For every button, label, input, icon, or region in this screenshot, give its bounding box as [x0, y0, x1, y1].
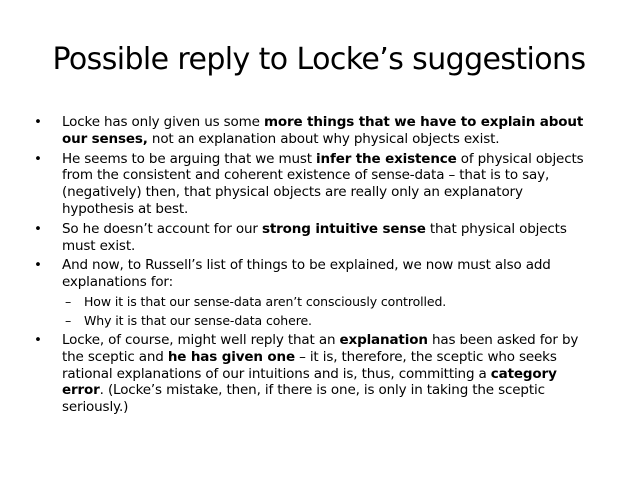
- sub-bullet-item-2: [65, 312, 584, 329]
- bullet-marker: •: [34, 150, 42, 167]
- bullet-bold-text: category error: [62, 365, 557, 399]
- bullet-item-5: [34, 331, 592, 416]
- bullet-marker: •: [34, 114, 42, 130]
- bullet-text: – it is, therefore, the sceptic who seeks rational explanations of our intuitions and is, thus, committing a: [62, 348, 557, 382]
- bullet-bold-text: he has given one: [167, 348, 295, 365]
- bullet-text: He seems to be arguing that we must: [62, 150, 317, 167]
- bullet-item-3: [34, 220, 592, 255]
- bullet-text: Locke has only given us some: [62, 114, 264, 130]
- bullet-marker: •: [34, 220, 42, 237]
- bullet-text: not an explanation about why physical objects exist.: [147, 130, 500, 147]
- sub-bullet-text: Why it is that our sense-data cohere.: [84, 312, 312, 328]
- bullet-text: So he doesn’t account for our: [62, 220, 262, 237]
- bullet-text: has been asked for by the sceptic and: [62, 331, 579, 365]
- bullet-bold-text: more things that we have to explain about our senses,: [62, 114, 584, 147]
- bullet-item-4: [34, 257, 592, 291]
- bullet-bold-text: explanation: [339, 331, 428, 348]
- sub-bullet-marker: –: [65, 293, 72, 309]
- bullet-bold-text: strong intuitive sense: [261, 220, 426, 237]
- bullet-marker: •: [34, 257, 42, 274]
- slide-title: Possible reply to Locke’s suggestions: [52, 42, 586, 77]
- sub-bullet-marker: –: [65, 312, 72, 328]
- bullet-list: [0, 114, 638, 419]
- sub-bullet-text: How it is that our sense-data aren’t consciously controlled.: [84, 293, 447, 309]
- bullet-item-1: [34, 114, 592, 148]
- bullet-bold-text: infer the existence: [316, 150, 457, 167]
- bullet-marker: •: [34, 331, 42, 348]
- bullet-text: that physical objects must exist.: [62, 220, 567, 254]
- bullet-text: Locke, of course, might well reply that an: [62, 331, 340, 348]
- sub-bullet-item-1: [65, 293, 584, 310]
- bullet-text: of physical objects from the consistent and coherent existence of sense-data – that is to say, (negatively) then, that physical objects are really only an explanatory hypothesis at best.: [62, 150, 584, 217]
- bullet-item-2: [34, 150, 592, 218]
- bullet-text: And now, to Russell’s list of things to be explained, we now must also add explanations for:: [62, 257, 551, 291]
- bullet-text: . (Locke’s mistake, then, if there is one, is only in taking the sceptic seriously.): [62, 382, 545, 416]
